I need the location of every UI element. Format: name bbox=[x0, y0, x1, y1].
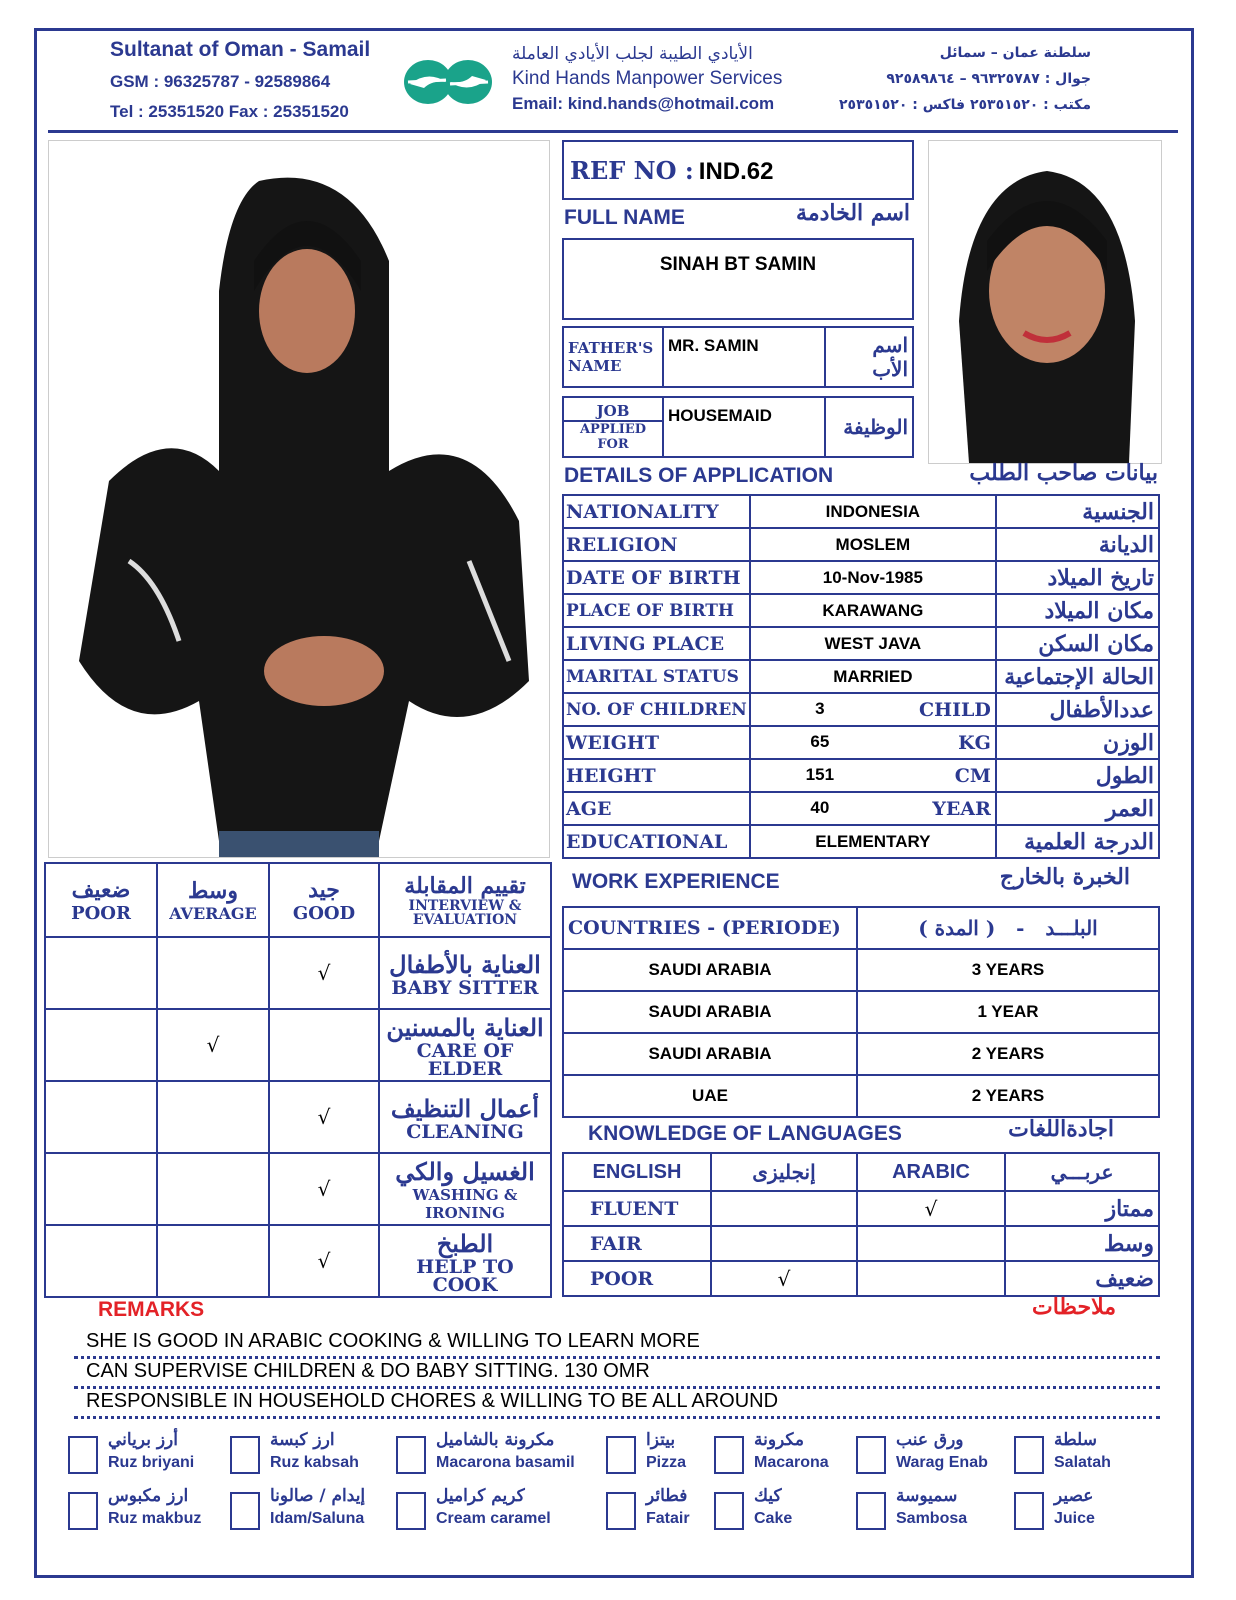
work-country: UAE bbox=[563, 1075, 857, 1117]
food-name-en: Macarona basamil bbox=[436, 1454, 575, 1471]
header-tel-fax: Tel : 25351520 Fax : 25351520 bbox=[110, 102, 349, 121]
eval-skill-en: CLEANING bbox=[406, 1120, 524, 1143]
food-name-ar: كيك bbox=[754, 1486, 782, 1506]
food-checkbox[interactable] bbox=[714, 1436, 744, 1474]
food-name-en: Pizza bbox=[646, 1454, 687, 1471]
lang-level-ar: ضعيف bbox=[1005, 1261, 1159, 1296]
details-value bbox=[750, 693, 996, 726]
work-row bbox=[563, 991, 1159, 1033]
eval-skill-en: CARE OF ELDER bbox=[416, 1039, 514, 1080]
food-name-ar: ارز مكبوس bbox=[108, 1486, 189, 1506]
applicant-full-photo bbox=[48, 140, 550, 858]
eval-good-mark: √ bbox=[269, 937, 379, 1009]
person-portrait-image bbox=[929, 141, 1161, 463]
eval-skill-ar: العناية بالأطفال bbox=[389, 949, 541, 979]
languages-title-ar: اجادةاللغات bbox=[1008, 1116, 1114, 1142]
details-value bbox=[750, 495, 996, 528]
lang-level: POOR bbox=[563, 1261, 711, 1296]
eval-skill bbox=[379, 1009, 551, 1081]
eval-header-average bbox=[157, 863, 269, 937]
food-name-ar: ورق عنب bbox=[896, 1430, 964, 1450]
header-center bbox=[512, 44, 802, 114]
food-checkbox[interactable] bbox=[856, 1436, 886, 1474]
details-label: RELIGION bbox=[563, 528, 750, 561]
father-table bbox=[562, 326, 914, 388]
remark-line-3: RESPONSIBLE IN HOUSEHOLD CHORES & WILLING TO BE ALL AROUND bbox=[86, 1390, 779, 1412]
work-row bbox=[563, 1033, 1159, 1075]
eval-good-mark: √ bbox=[269, 1081, 379, 1153]
lang-arabic-mark: √ bbox=[857, 1191, 1005, 1226]
food-name-en: Ruz makbuz bbox=[108, 1510, 202, 1527]
work-period: 1 YEAR bbox=[857, 991, 1159, 1033]
eval-avg-mark bbox=[157, 1153, 269, 1225]
details-row bbox=[563, 495, 1159, 528]
eval-avg-mark bbox=[157, 937, 269, 1009]
father-label: FATHER'S NAME bbox=[563, 327, 663, 387]
food-checkbox[interactable] bbox=[1014, 1436, 1044, 1474]
details-label-ar: عددالأطفال bbox=[996, 693, 1159, 726]
details-row bbox=[563, 693, 1159, 726]
job-label-1: JOB bbox=[596, 402, 630, 420]
lang-level: FAIR bbox=[563, 1226, 711, 1261]
eval-header-poor bbox=[45, 863, 157, 937]
details-label-ar: الديانة bbox=[996, 528, 1159, 561]
full-name-label: FULL NAME bbox=[564, 206, 685, 229]
work-col-countries: COUNTRIES - (PERIODE) bbox=[563, 907, 857, 949]
lang-arabic-mark bbox=[857, 1261, 1005, 1296]
details-row bbox=[563, 726, 1159, 759]
job-label-2: APPLIED FOR bbox=[564, 420, 662, 452]
eval-skill-en: WASHING & IRONING bbox=[412, 1185, 518, 1222]
eval-good-en: GOOD bbox=[292, 902, 356, 924]
details-unit: CM bbox=[954, 764, 991, 787]
eval-title-ar: تقييم المقابلة bbox=[404, 873, 526, 899]
work-title-ar: الخبرة بالخارج bbox=[999, 864, 1130, 890]
food-name-ar: عصير bbox=[1054, 1486, 1094, 1506]
details-row bbox=[563, 594, 1159, 627]
details-label-ar: الدرجة العلمية bbox=[996, 825, 1159, 858]
food-name-en: Ruz briyani bbox=[108, 1454, 195, 1471]
details-title: DETAILS OF APPLICATION bbox=[564, 464, 834, 487]
eval-skill bbox=[379, 1153, 551, 1225]
work-country: SAUDI ARABIA bbox=[563, 949, 857, 991]
remark-line-2: CAN SUPERVISE CHILDREN & DO BABY SITTING. 130 OMR bbox=[86, 1360, 650, 1382]
hands-logo-icon bbox=[402, 58, 494, 106]
company-email: Email: kind.hands@hotmail.com bbox=[512, 94, 775, 113]
details-value-text: INDONESIA bbox=[825, 501, 921, 521]
food-checkbox[interactable] bbox=[606, 1492, 636, 1530]
company-name-en: Kind Hands Manpower Services bbox=[512, 68, 783, 89]
eval-poor-mark bbox=[45, 937, 157, 1009]
work-period: 3 YEARS bbox=[857, 949, 1159, 991]
lang-arabic-ar: عربـــي bbox=[1005, 1153, 1159, 1191]
evaluation-row bbox=[45, 937, 551, 1009]
ref-value: IND.62 bbox=[698, 158, 774, 185]
eval-skill-en: HELP TO COOK bbox=[416, 1255, 514, 1296]
food-name-en: Sambosa bbox=[896, 1510, 968, 1527]
eval-poor-mark bbox=[45, 1009, 157, 1081]
lang-arabic: ARABIC bbox=[857, 1153, 1005, 1191]
food-name-ar: ارز كبسة bbox=[270, 1430, 335, 1450]
eval-skill-ar: العناية بالمسنين bbox=[386, 1012, 544, 1042]
header-tel-ar: مكتب : ٢٥٣٥١٥٢٠ فاكس : ٢٥٣٥١٥٢٠ bbox=[839, 97, 1091, 113]
applicant-portrait-photo bbox=[928, 140, 1162, 464]
job-label bbox=[563, 397, 663, 457]
lang-english: ENGLISH bbox=[563, 1153, 711, 1191]
details-value bbox=[750, 660, 996, 693]
details-label-ar: تاريخ الميلاد bbox=[996, 561, 1159, 594]
full-name-value: SINAH BT SAMIN bbox=[659, 254, 817, 275]
eval-poor-mark bbox=[45, 1153, 157, 1225]
language-row bbox=[563, 1191, 1159, 1226]
details-row bbox=[563, 627, 1159, 660]
lang-level-ar: وسط bbox=[1005, 1226, 1159, 1261]
food-name-en: Fatair bbox=[646, 1510, 690, 1527]
details-title-ar: بيانات صاحب الطلب bbox=[969, 460, 1158, 486]
header-divider bbox=[48, 130, 1178, 133]
details-value bbox=[750, 726, 996, 759]
food-name-en: Salatah bbox=[1054, 1454, 1111, 1471]
details-unit: YEAR bbox=[932, 797, 991, 820]
details-label-ar: الجنسية bbox=[996, 495, 1159, 528]
details-label: DATE OF BIRTH bbox=[563, 561, 750, 594]
food-name-ar: أرز برياني bbox=[108, 1430, 178, 1450]
details-label-ar: الحالة الإجتماعية bbox=[996, 660, 1159, 693]
food-name-en: Idam/Saluna bbox=[270, 1510, 365, 1527]
language-row bbox=[563, 1226, 1159, 1261]
eval-good-mark: √ bbox=[269, 1225, 379, 1297]
job-table bbox=[562, 396, 914, 458]
header-gsm-ar: جوال : ٩٦٣٢٥٧٨٧ – ٩٢٥٨٩٨٦٤ bbox=[886, 71, 1091, 87]
eval-avg-mark: √ bbox=[157, 1009, 269, 1081]
work-table bbox=[562, 906, 1160, 1118]
work-country: SAUDI ARABIA bbox=[563, 1033, 857, 1075]
header-gsm: GSM : 96325787 - 92589864 bbox=[110, 72, 331, 91]
remarks-title: REMARKS bbox=[98, 1298, 205, 1321]
food-name-en: Cream caramel bbox=[436, 1510, 551, 1527]
father-value: MR. SAMIN bbox=[663, 327, 825, 387]
evaluation-row bbox=[45, 1225, 551, 1297]
eval-poor-en: POOR bbox=[71, 902, 131, 924]
eval-avg-en: AVERAGE bbox=[169, 903, 257, 923]
food-checkbox[interactable] bbox=[396, 1436, 426, 1474]
food-checkbox[interactable] bbox=[856, 1492, 886, 1530]
food-checkbox[interactable] bbox=[230, 1492, 260, 1530]
details-value-text: 151 bbox=[805, 764, 835, 784]
food-checkbox[interactable] bbox=[714, 1492, 744, 1530]
ref-label: REF NO : bbox=[570, 156, 694, 185]
details-row bbox=[563, 825, 1159, 858]
work-title: WORK EXPERIENCE bbox=[572, 870, 780, 893]
father-label-ar: اسم الأب bbox=[825, 327, 913, 387]
details-value-text: 3 bbox=[815, 698, 825, 718]
remark-divider-3 bbox=[74, 1416, 1160, 1419]
lang-english-mark bbox=[711, 1226, 857, 1261]
details-value-text: MARRIED bbox=[833, 666, 913, 686]
eval-skill-ar: أعمال التنظيف bbox=[390, 1093, 540, 1123]
food-name-ar: كريم كراميل bbox=[436, 1486, 525, 1506]
eval-skill-ar: الطبخ bbox=[436, 1228, 494, 1258]
eval-skill bbox=[379, 1081, 551, 1153]
work-country: SAUDI ARABIA bbox=[563, 991, 857, 1033]
details-label: LIVING PLACE bbox=[563, 627, 750, 660]
details-value bbox=[750, 792, 996, 825]
work-row bbox=[563, 1075, 1159, 1117]
details-label: PLACE OF BIRTH bbox=[563, 594, 750, 627]
lang-english-mark: √ bbox=[711, 1261, 857, 1296]
food-checkbox[interactable] bbox=[68, 1436, 98, 1474]
details-value bbox=[750, 594, 996, 627]
lang-arabic-mark bbox=[857, 1226, 1005, 1261]
details-value-text: KARAWANG bbox=[822, 600, 924, 620]
details-value bbox=[750, 759, 996, 792]
eval-header-good bbox=[269, 863, 379, 937]
languages-table bbox=[562, 1152, 1160, 1297]
details-table bbox=[562, 494, 1160, 859]
evaluation-row bbox=[45, 1009, 551, 1081]
food-name-ar: مكرونة bbox=[754, 1430, 804, 1450]
remarks-title-ar: ملاحظات bbox=[1032, 1294, 1116, 1320]
evaluation-row bbox=[45, 1081, 551, 1153]
eval-title-en: INTERVIEW & EVALUATION bbox=[408, 898, 522, 928]
full-name-label-ar: اسم الخادمة bbox=[796, 200, 910, 226]
details-label-ar: مكان الميلاد bbox=[996, 594, 1159, 627]
eval-good-mark: √ bbox=[269, 1153, 379, 1225]
details-value-text: MOSLEM bbox=[835, 534, 911, 554]
eval-poor-ar: ضعيف bbox=[71, 876, 131, 903]
eval-skill-ar: الغسيل والكي bbox=[395, 1156, 535, 1186]
company-name-ar: الأيادي الطيبة لجلب الأيادي العاملة bbox=[512, 44, 753, 64]
details-label: EDUCATIONAL bbox=[563, 825, 750, 858]
details-value bbox=[750, 825, 996, 858]
details-label: HEIGHT bbox=[563, 759, 750, 792]
food-checkbox[interactable] bbox=[230, 1436, 260, 1474]
details-value-text: WEST JAVA bbox=[824, 633, 922, 653]
details-value bbox=[750, 528, 996, 561]
food-checkbox[interactable] bbox=[606, 1436, 636, 1474]
eval-avg-mark bbox=[157, 1225, 269, 1297]
details-label: AGE bbox=[563, 792, 750, 825]
food-name-ar: سميوسة bbox=[896, 1486, 958, 1506]
evaluation-row bbox=[45, 1153, 551, 1225]
work-col-countries-ar: البلـــد - ( المدة ) bbox=[857, 907, 1159, 949]
lang-level: FLUENT bbox=[563, 1191, 711, 1226]
eval-good-mark bbox=[269, 1009, 379, 1081]
details-label: MARITAL STATUS bbox=[563, 660, 750, 693]
details-unit: CHILD bbox=[919, 698, 991, 721]
eval-poor-mark bbox=[45, 1081, 157, 1153]
eval-avg-ar: وسط bbox=[188, 877, 238, 904]
job-value: HOUSEMAID bbox=[663, 397, 825, 457]
job-label-ar: الوظيفة bbox=[825, 397, 913, 457]
food-name-en: Warag Enab bbox=[896, 1454, 988, 1471]
food-name-ar: إيدام / صالونا bbox=[270, 1486, 366, 1506]
eval-skill bbox=[379, 1225, 551, 1297]
person-full-image bbox=[49, 141, 549, 857]
food-name-ar: بيتزا bbox=[646, 1430, 676, 1450]
work-row bbox=[563, 949, 1159, 991]
food-checkbox[interactable] bbox=[68, 1492, 98, 1530]
eval-skill-en: BABY SITTER bbox=[391, 976, 539, 999]
ref-number-box bbox=[562, 140, 914, 200]
remark-divider-2 bbox=[74, 1386, 1160, 1389]
eval-poor-mark bbox=[45, 1225, 157, 1297]
remark-divider-1 bbox=[74, 1356, 1160, 1359]
header-location-ar: سلطنة عمان – سمائل bbox=[939, 45, 1091, 61]
details-label: NATIONALITY bbox=[563, 495, 750, 528]
lang-level-ar: ممتاز bbox=[1005, 1191, 1159, 1226]
details-row bbox=[563, 528, 1159, 561]
lang-english-ar: إنجليزى bbox=[711, 1153, 857, 1191]
food-name-en: Ruz kabsah bbox=[270, 1454, 359, 1471]
languages-title: KNOWLEDGE OF LANGUAGES bbox=[588, 1122, 902, 1145]
details-label: NO. OF CHILDREN bbox=[563, 693, 750, 726]
eval-good-ar: جيد bbox=[308, 876, 340, 903]
work-period: 2 YEARS bbox=[857, 1033, 1159, 1075]
eval-avg-mark bbox=[157, 1081, 269, 1153]
food-name-en: Juice bbox=[1054, 1510, 1095, 1527]
eval-header-title bbox=[379, 863, 551, 937]
details-label-ar: الوزن bbox=[996, 726, 1159, 759]
details-row bbox=[563, 792, 1159, 825]
food-name-ar: سلطة bbox=[1054, 1430, 1097, 1450]
details-value-text: ELEMENTARY bbox=[815, 831, 931, 851]
header-right bbox=[839, 40, 1091, 118]
details-value-text: 10-Nov-1985 bbox=[822, 567, 923, 587]
details-value bbox=[750, 627, 996, 660]
header-location: Sultanat of Oman - Samail bbox=[110, 38, 371, 61]
remark-line-1: SHE IS GOOD IN ARABIC COOKING & WILLING TO LEARN MORE bbox=[86, 1330, 700, 1352]
details-row bbox=[563, 561, 1159, 594]
details-label: WEIGHT bbox=[563, 726, 750, 759]
details-row bbox=[563, 660, 1159, 693]
food-checkbox[interactable] bbox=[396, 1492, 426, 1530]
eval-skill bbox=[379, 937, 551, 1009]
food-name-en: Cake bbox=[754, 1510, 793, 1527]
details-value bbox=[750, 561, 996, 594]
header-left bbox=[110, 38, 370, 128]
details-row bbox=[563, 759, 1159, 792]
details-label-ar: مكان السكن bbox=[996, 627, 1159, 660]
full-name-box bbox=[562, 238, 914, 320]
details-label-ar: العمر bbox=[996, 792, 1159, 825]
food-name-ar: مكرونة بالشاميل bbox=[436, 1430, 555, 1450]
food-name-en: Macarona bbox=[754, 1454, 829, 1471]
food-checkbox[interactable] bbox=[1014, 1492, 1044, 1530]
lang-english-mark bbox=[711, 1191, 857, 1226]
details-value-text: 65 bbox=[810, 731, 830, 751]
work-period: 2 YEARS bbox=[857, 1075, 1159, 1117]
language-row bbox=[563, 1261, 1159, 1296]
details-label-ar: الطول bbox=[996, 759, 1159, 792]
details-value-text: 40 bbox=[810, 797, 830, 817]
food-name-ar: فطائر bbox=[646, 1486, 688, 1506]
evaluation-table bbox=[44, 862, 552, 1298]
details-unit: KG bbox=[958, 731, 991, 754]
